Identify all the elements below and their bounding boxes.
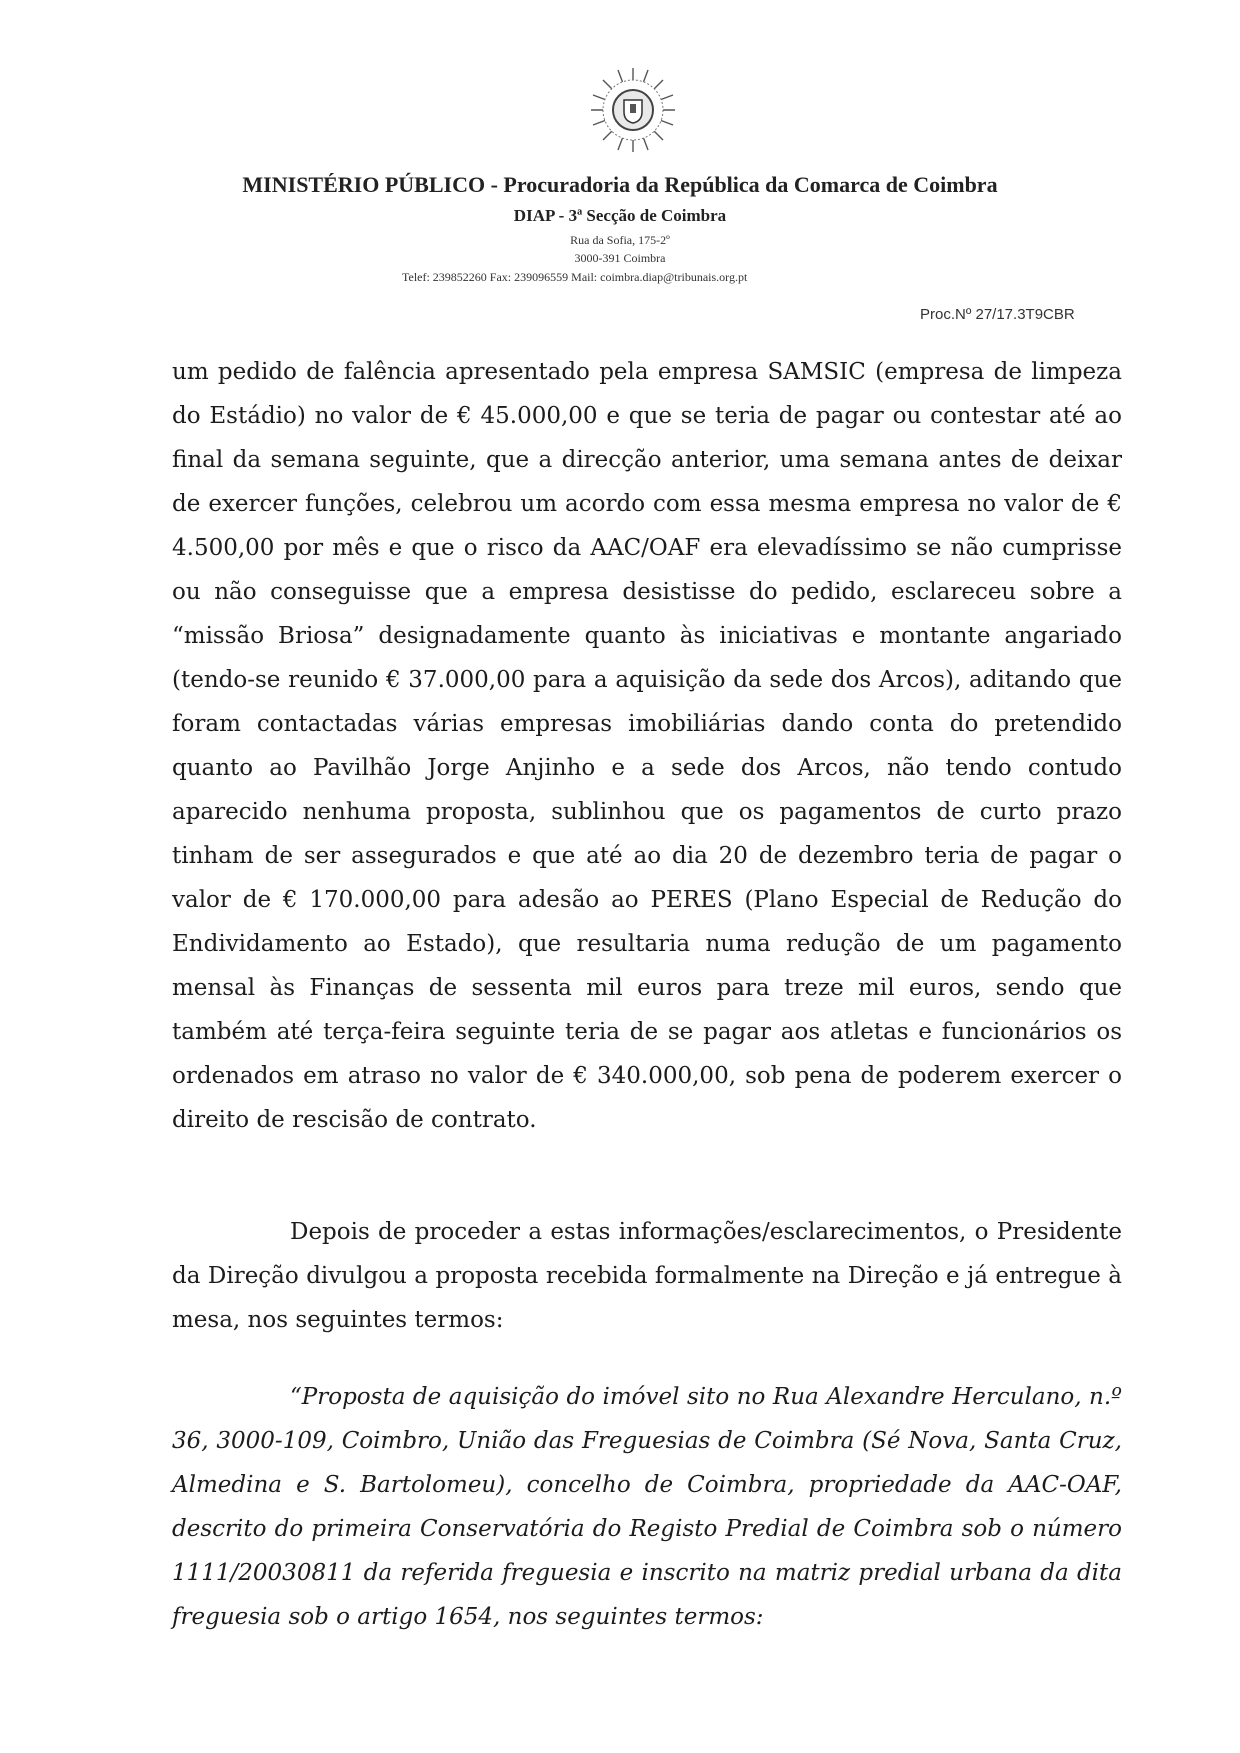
header-title: MINISTÉRIO PÚBLICO - Procuradoria da República da Comarca de Coimbra (242, 172, 998, 197)
body-paragraph-2: Depois de proceder a estas informações/esclarecimentos, o Presidente da Direção divulgou a proposta recebida formalmente na Direção e já entregue à mesa, nos seguintes termos: (172, 1219, 1122, 1333)
header-subtitle: DIAP - 3ª Secção de Coimbra (513, 206, 727, 225)
header-contact: Telef: 239852260 Fax: 239096559 Mail: coimbra.diap@tribunais.org.pt (402, 270, 748, 284)
process-number: Proc.Nº 27/17.3T9CBR (920, 306, 1075, 323)
body-paragraph-3-quote: “Proposta de aquisição do imóvel sito no Rua Alexandre Herculano, n.º 36, 3000-109, Coimbro, União das Freguesias de Coimbra (Sé Nova, Santa Cruz, Almedina e S. Bartolomeu), concelho de Coimbra, propriedade da AAC-OAF, descrito do primeira Conservatória do Registo Predial de Coimbra sob o número 1111/20030811 da referida freguesia e inscrito na matriz predial urbana da dita freguesia sob o artigo 1654, nos seguintes termos: (172, 1384, 1122, 1630)
header-address-city: 3000-391 Coimbra (574, 251, 666, 265)
header-address-street: Rua da Sofia, 175-2º (570, 233, 670, 247)
body-paragraph-1: um pedido de falência apresentado pela empresa SAMSIC (empresa de limpeza do Estádio) no valor de € 45.000,00 e que se teria de pagar ou contestar até ao final da semana seguinte, que a direcção anterior, uma semana antes de deixar de exercer funções, celebrou um acordo com essa mesma empresa no valor de € 4.500,00 por mês e que o risco da AAC/OAF era elevadíssimo se não cumprisse ou não conseguisse que a empresa desistisse do pedido, esclareceu sobre a “missão Briosa” designadamente quanto às iniciativas e montante angariado (tendo-se reunido € 37.000,00 para a aquisição da sede dos Arcos), aditando que foram contactadas várias empresas imobiliárias dando conta do pretendido quanto ao Pavilhão Jorge Anjinho e a sede dos Arcos, não tendo contudo aparecido nenhuma proposta, sublinhou que os pagamentos de curto prazo tinham de ser assegurados e que até ao dia 20 de dezembro teria de pagar o valor de € 170.000,00 para adesão ao PERES (Plano Especial de Redução do Endividamento ao Estado), que resultaria numa redução de um pagamento mensal às Finanças de sessenta mil euros para treze mil euros, sendo que também até terça-feira seguinte teria de se pagar aos atletas e funcionários os ordenados em atraso no valor de € 340.000,00, sob pena de poderem exercer o direito de rescisão de contrato. (172, 359, 1122, 1133)
coat-of-arms-icon (583, 60, 683, 160)
